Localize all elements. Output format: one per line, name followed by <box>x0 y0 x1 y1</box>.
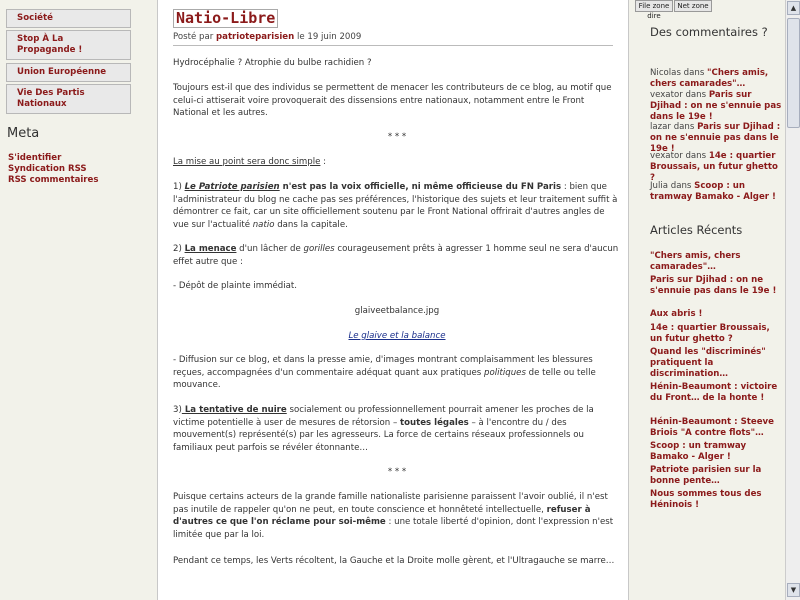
post-content <box>157 0 629 600</box>
comment-item: Nicolas dans "Chers amis, chers camarades"… <box>650 68 769 89</box>
nav-item-union-europeenne[interactable]: Union Européenne <box>6 63 131 82</box>
paragraph-5: 2) La menace d'un lâcher de gorilles courageusement prêts à agresser 1 homme seul ne sera d'aucun effet autre que : <box>173 244 619 267</box>
post-title[interactable]: Natio-Libre <box>173 9 278 28</box>
recent-article-link[interactable]: Quand les "discriminés" pratiquent la discrimination… <box>650 347 766 379</box>
paragraph-1: Hydrocéphalie ? Atrophie du bulbe rachidien ? <box>173 58 372 68</box>
paragraph-4: 1) Le Patriote parisien n'est pas la voix officielle, ni même officieuse du FN Paris : bien que l'administrateur du blog ne cache pas ses préférences, l'historique des sujets et leur traitement suffit à démontrer ce fait, car un site officiellement soutenu par le Front National offrirait d'autres angles de vue sur l'actualité natio dans la capitale. <box>173 182 618 230</box>
paragraph-10: Pendant ce temps, les Verts récoltent, la Gauche et la Droite molle gèrent, et l'Ultragauche se marre… <box>173 556 615 566</box>
comment-link[interactable]: Scoop : un tramway Bamako - Alger ! <box>650 181 776 202</box>
nav-item-vie-partis[interactable]: Vie Des Partis Nationaux <box>6 84 131 114</box>
separator-2: * * * <box>387 467 407 477</box>
file-zone-tab[interactable]: File zone dire <box>635 0 673 12</box>
login-link[interactable]: S'identifier <box>8 153 62 163</box>
paragraph-2: Toujours est-il que des individus se permettent de menacer les contributeurs de ce blog, au motif que celui-ci attiserait voire provoquerait des dissensions entre nationaux, notamment entre le Front National et les autres. <box>173 83 612 118</box>
paragraph-3: La mise au point sera donc simple : <box>173 157 327 167</box>
right-sidebar <box>630 0 785 600</box>
recent-article-link[interactable]: 14e : quartier Broussais, un futur ghetto ? <box>650 323 770 344</box>
paragraph-6: - Dépôt de plainte immédiat. <box>173 281 297 291</box>
recent-articles-heading: Articles Récents <box>650 223 743 237</box>
recent-article-link[interactable]: "Chers amis, chers camarades"… <box>650 251 741 272</box>
left-sidebar <box>0 0 140 600</box>
paragraph-7: - Diffusion sur ce blog, et dans la presse amie, d'images montrant complaisamment les blessures reçues, accompagnées d'un commentaire adéquat quant aux pratiques politiques de telle ou telle mouvance. <box>173 355 596 390</box>
comment-item: Julia dans Scoop : un tramway Bamako - Alger ! <box>650 181 776 202</box>
image-placeholder: glaiveetbalance.jpg <box>354 306 440 316</box>
comment-link[interactable]: Paris sur Djihad : on ne s'ennuie pas dans le 19e ! <box>650 90 782 122</box>
meta-heading: Meta <box>7 126 40 141</box>
comment-item: vexator dans 14e : quartier Broussais, un futur ghetto ? <box>650 151 778 183</box>
nav-item-societe[interactable]: Société <box>6 9 131 28</box>
vertical-scrollbar[interactable] <box>785 0 800 600</box>
rss-comments-link[interactable]: RSS commentaires <box>8 175 99 185</box>
recent-article-link[interactable]: Hénin-Beaumont : victoire du Front… de la honte ! <box>650 382 778 403</box>
separator: * * * <box>387 132 407 142</box>
recent-article-link[interactable]: Paris sur Djihad : on ne s'ennuie pas dans le 19e ! <box>650 275 777 296</box>
comment-item: vexator dans Paris sur Djihad : on ne s'ennuie pas dans le 19e ! <box>650 90 782 122</box>
recent-article-link[interactable]: Aux abris ! <box>650 309 703 319</box>
paragraph-8: 3) La tentative de nuire socialement ou professionnellement pourrait amener les proches de la victime potentielle à user de mesures de rétorsion – toutes légales – à l'encontre du / des mouvement(s) représenté(s) par les agresseurs. La force de certains réseaux professionnels ou familiaux peut parfois se révéler étonnante… <box>173 405 594 453</box>
comment-link[interactable]: 14e : quartier Broussais, un futur ghetto ? <box>650 151 778 183</box>
image-caption-link[interactable]: Le glaive et la balance <box>348 331 446 341</box>
recent-article-link[interactable]: Nous sommes tous des Héninois ! <box>650 489 762 510</box>
comment-link[interactable]: Paris sur Djihad : on ne s'ennuie pas dans le 19e ! <box>650 122 781 154</box>
comment-link[interactable]: "Chers amis, chers camarades"… <box>650 68 769 89</box>
nav-item-stop-propagande[interactable]: Stop À La Propagande ! <box>6 30 131 60</box>
scroll-up-arrow-icon[interactable]: ▲ <box>787 1 800 15</box>
scrollbar-thumb[interactable] <box>787 18 800 128</box>
rss-link[interactable]: Syndication RSS <box>8 164 87 174</box>
comments-heading: Des commentaires ? <box>650 25 768 39</box>
comment-item: lazar dans Paris sur Djihad : on ne s'ennuie pas dans le 19e ! <box>650 122 781 154</box>
scroll-down-arrow-icon[interactable]: ▼ <box>787 583 800 597</box>
paragraph-9: Puisque certains acteurs de la grande famille nationaliste parisienne paraissent l'avoir oublié, il n'est pas inutile de rappeler qu'on ne peut, en toute conscience et honnêteté intellectuelle, refuser à d'autres ce que l'on réclame pour soi-même : une totale liberté d'opinion, dont l'expression n'est limitée que par la loi. <box>173 492 614 540</box>
recent-article-link[interactable]: Patriote parisien sur la bonne pente… <box>650 465 762 486</box>
recent-article-link[interactable]: Hénin-Beaumont : Steeve Briois "A contre flots"… <box>650 417 774 438</box>
net-zone-tab[interactable]: Net zone <box>674 0 712 12</box>
title-divider <box>173 45 613 46</box>
post-author[interactable]: patrioteparisien <box>216 32 295 42</box>
recent-article-link[interactable]: Scoop : un tramway Bamako - Alger ! <box>650 441 747 462</box>
post-byline: Posté par patrioteparisien le 19 juin 2009 <box>173 32 362 42</box>
